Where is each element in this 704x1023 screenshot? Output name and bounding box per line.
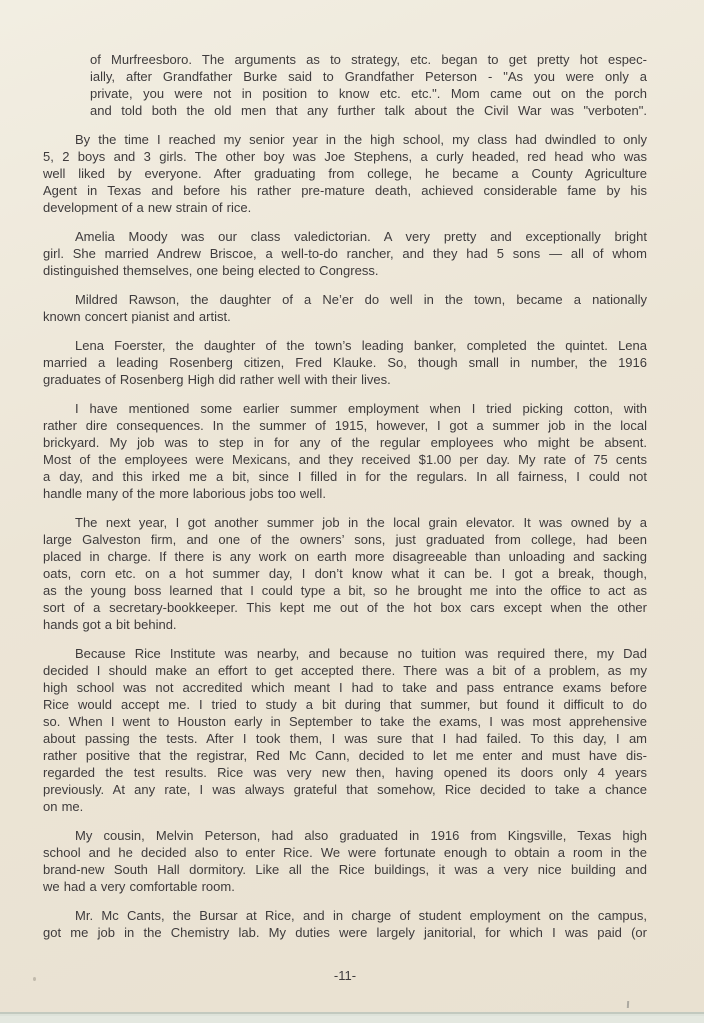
text-line: girl. She married Andrew Briscoe, a well-to-do rancher, and they had 5 sons — all of whom	[43, 246, 647, 261]
text-line: of Murfreesboro. The arguments as to strategy, etc. began to get pretty hot espec-	[90, 52, 647, 67]
text-line: so. When I went to Houston early in September to take the exams, I was most apprehensive	[43, 714, 647, 729]
text-line: well liked by everyone. After graduating from college, he became a County Agriculture	[43, 166, 647, 181]
paragraph	[43, 645, 647, 815]
text-line: as the young boss learned that I could type a bit, so he brought me into the office to act as	[43, 583, 647, 598]
text-line: known concert pianist and artist.	[43, 309, 231, 324]
text-line: high school was not accredited which meant I had to take and pass entrance exams before	[43, 680, 647, 695]
text-line: private, you were not in position to know etc. etc.". Mom came out on the porch	[90, 86, 647, 101]
text-line: on me.	[43, 799, 84, 814]
text-line: placed in charge. If there is any work on earth more disagreeable than unloading and sacking	[43, 549, 647, 564]
text-line: Rice would accept me. I tried to study a bit during that summer, but found it difficult to do	[43, 697, 647, 712]
text-line: Agent in Texas and before his rather pre-mature death, achieved considerable fame by his	[43, 183, 647, 198]
text-line: ially, after Grandfather Burke said to Grandfather Peterson - "As you were only a	[90, 69, 647, 84]
text-line: regarded the test results. Rice was very new then, having opened its doors only 4 years	[43, 765, 647, 780]
text-line: Mr. Mc Cants, the Bursar at Rice, and in charge of student employment on the campus,	[75, 908, 647, 923]
text-line: rather positive that the registrar, Red Mc Cann, decided to let me enter and must have dis-	[43, 748, 647, 763]
text-line: Amelia Moody was our class valedictorian. A very pretty and exceptionally bright	[75, 229, 647, 244]
text-line: about passing the tests. After I took them, I was sure that I had failed. To this day, I am	[43, 731, 647, 746]
paragraph	[43, 907, 647, 941]
paragraph	[43, 827, 647, 895]
text-line: graduates of Rosenberg High did rather well with their lives.	[43, 372, 391, 387]
text-line: Because Rice Institute was nearby, and because no tuition was required there, my Dad	[75, 646, 647, 661]
text-line: a day, and this irked me a bit, since I filled in for the regulars. In all fairness, I could not	[43, 469, 647, 484]
text-line: distinguished themselves, one being elected to Congress.	[43, 263, 379, 278]
paragraph	[43, 337, 647, 388]
paragraph	[43, 228, 647, 279]
text-line: Most of the employees were Mexicans, and they received $1.00 per day. My rate of 75 cents	[43, 452, 647, 467]
paragraph	[43, 514, 647, 633]
scan-tick-mark	[627, 1001, 629, 1008]
text-line: previously. At any rate, I was always grateful that somehow, Rice decided to take a chance	[43, 782, 647, 797]
text-line: Mildred Rawson, the daughter of a Ne’er do well in the town, became a nationally	[75, 292, 647, 307]
paragraph	[43, 131, 647, 216]
text-line: rather dire consequences. In the summer of 1915, however, I got a summer job in the local	[43, 418, 647, 433]
paragraph	[90, 51, 647, 119]
text-line: brand-new South Hall dormitory. Like all the Rice buildings, it was a very nice building and	[43, 862, 647, 877]
text-line: My cousin, Melvin Peterson, had also graduated in 1916 from Kingsville, Texas high	[75, 828, 647, 843]
text-line: handle many of the more laborious jobs too well.	[43, 486, 326, 501]
text-line: brickyard. My job was to step in for any of the regular employees who might be absent.	[43, 435, 647, 450]
text-line: sort of a secretary-bookkeeper. This kept me out of the hot box cars except when the other	[43, 600, 647, 615]
text-line: oats, corn etc. on a hot summer day, I don’t know what it can be. I got a break, though,	[43, 566, 647, 581]
text-line: development of a new strain of rice.	[43, 200, 252, 215]
paragraph	[43, 291, 647, 325]
text-line: we had a very comfortable room.	[43, 879, 235, 894]
paragraph	[43, 400, 647, 502]
text-line: married a leading Rosenberg citizen, Fred Klauke. So, though small in number, the 1916	[43, 355, 647, 370]
text-line: By the time I reached my senior year in the high school, my class had dwindled to only	[75, 132, 647, 147]
text-line: Lena Foerster, the daughter of the town’s leading banker, completed the quintet. Lena	[75, 338, 647, 353]
text-line: I have mentioned some earlier summer employment when I tried picking cotton, with	[75, 401, 647, 416]
page-number: -11-	[333, 968, 357, 983]
text-line: school and he decided also to enter Rice. We were fortunate enough to obtain a room in the	[43, 845, 647, 860]
text-line: decided I should make an effort to get accepted there. There was a bit of a problem, as my	[43, 663, 647, 678]
text-line: The next year, I got another summer job in the local grain elevator. It was owned by a	[75, 515, 647, 530]
text-line: 5, 2 boys and 3 girls. The other boy was Joe Stephens, a curly headed, red head who was	[43, 149, 647, 164]
text-line: hands got a bit behind.	[43, 617, 177, 632]
text-line: large Galveston firm, and one of the owners’ sons, just graduated from college, had been	[43, 532, 647, 547]
text-line: and told both the old men that any further talk about the Civil War was "verboten".	[90, 103, 647, 118]
page-content	[43, 51, 647, 953]
text-line: got me job in the Chemistry lab. My duties were largely janitorial, for which I was paid (or	[43, 925, 647, 940]
scan-speck	[33, 977, 36, 981]
